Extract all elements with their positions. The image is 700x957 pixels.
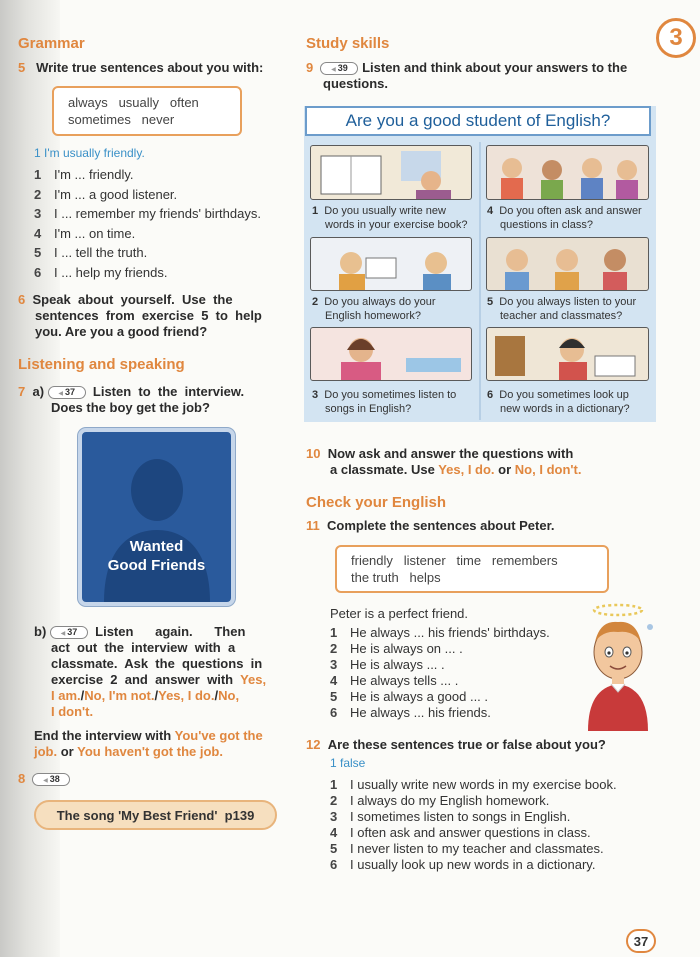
quiz-title: Are you a good student of English? — [345, 111, 611, 130]
exercise-9-number: 9 — [306, 60, 314, 75]
poster-line-1: Wanted — [129, 538, 184, 555]
word-box-line-2: sometimes never — [68, 112, 175, 127]
page-number-badge — [626, 929, 656, 953]
exercise-10-or: or — [498, 462, 512, 477]
quiz-question-6: 6 Do you sometimes look up new words in a dictionary? — [487, 389, 630, 415]
quiz-question-1: 1 Do you usually write new words in your exercise book? — [312, 205, 468, 231]
exercise-6-number: 6 — [18, 292, 26, 307]
list-item: 6 I usually look up new words in a dictionary. — [330, 857, 596, 872]
unit-number: 3 — [669, 24, 683, 51]
exercise-7b-label: b) — [34, 624, 47, 639]
exercise-5-instruction — [18, 60, 263, 76]
exercise-7a-line-2: Does the boy get the job? — [51, 400, 210, 415]
list-item: 4 I often ask and answer questions in class. — [330, 825, 591, 840]
exercise-9-line-2: questions. — [323, 76, 389, 91]
list-item: 5 He is always a good ... . — [330, 689, 489, 704]
list-item: 6 I ... help my friends. — [34, 264, 168, 280]
unit-badge — [656, 18, 696, 58]
poster-line-2: Good Friends — [107, 557, 206, 574]
list-item: 6 He always ... his friends. — [330, 705, 491, 720]
exercise-12-number: 12 — [306, 737, 321, 752]
exercise-7-number: 7 — [18, 384, 26, 399]
adverb-word-box — [52, 86, 242, 136]
exercise-7b-line-1: Listen again. Then — [95, 624, 246, 639]
quiz-question-2: 2 Do you always do your English homework? — [312, 296, 436, 322]
exercise-5-example: 1 I'm usually friendly. — [34, 146, 145, 160]
answer-yes: Yes, — [240, 672, 267, 687]
quiz-picture-6 — [486, 327, 649, 381]
quiz-picture-4 — [486, 145, 649, 200]
answer-yes-i-do: Yes, I do. — [158, 688, 215, 703]
exercise-5-text: Write true sentences about you with: — [36, 60, 264, 75]
list-item: 1 I usually write new words in my exercise book. — [330, 777, 617, 792]
answer-no-i-dont: No, I don't. — [514, 462, 582, 477]
list-item: 3 I sometimes listen to songs in English. — [330, 809, 571, 824]
exercise-8 — [18, 771, 70, 787]
exercise-7a-label: a) — [32, 384, 45, 399]
exercise-11-text: Complete the sentences about Peter. — [326, 518, 555, 533]
list-item: 2 I'm ... a good listener. — [34, 186, 178, 202]
wanted-poster — [78, 428, 235, 606]
exercise-5-number: 5 — [18, 60, 26, 75]
exercise-7a — [18, 384, 280, 416]
cd-icon[interactable]: ◀ 38 — [32, 773, 70, 786]
quiz-picture-2 — [310, 237, 472, 291]
song-box[interactable] — [34, 800, 277, 830]
answer-i-am: I am. — [51, 688, 81, 703]
list-item: 3 He is always ... . — [330, 657, 445, 672]
exercise-7b-line-3: classmate. Ask the questions in — [51, 656, 263, 671]
exercise-6-line-3: you. Are you a good friend? — [35, 324, 208, 339]
exercise-7a-line-1: Listen to the interview. — [92, 384, 245, 399]
exercise-7-end — [34, 728, 284, 760]
exercise-7b-line-2: act out the interview with a — [51, 640, 236, 655]
quiz-picture-1 — [310, 145, 472, 200]
head-silhouette-icon — [82, 432, 231, 602]
halo-icon — [594, 605, 642, 615]
grammar-heading: Grammar — [18, 35, 85, 52]
quiz-title-box — [305, 106, 651, 136]
list-item: 2 I always do my English homework. — [330, 793, 550, 808]
check-english-heading: Check your English — [306, 494, 447, 511]
list-item: 2 He is always on ... . — [330, 641, 463, 656]
exercise-7b: b) ◀ 37 Listen again. Then act out the interview with a classmate. Ask the questions in exercise 2 and answer with Yes, I am./No, I'm not./Yes, I do./No, I don't. — [34, 624, 278, 720]
exercise-6 — [18, 292, 278, 340]
peter-word-box — [335, 545, 609, 593]
quiz-question-5: 5 Do you always listen to your teacher and classmates? — [487, 296, 637, 322]
end-prefix: End the interview with — [34, 728, 172, 743]
end-or: or — [60, 744, 74, 759]
exercise-9-line-1: Listen and think about your answers to the — [362, 60, 628, 75]
exercise-5-list — [34, 165, 284, 282]
listening-heading: Listening and speaking — [18, 356, 185, 373]
exercise-11-instruction — [306, 518, 555, 534]
exercise-11-list — [330, 625, 580, 721]
peter-word-box-line-1: friendly listener time remembers — [351, 553, 558, 568]
cd-icon[interactable]: ◀ 37 — [48, 386, 86, 399]
list-item: 4 He always tells ... . — [330, 673, 459, 688]
quiz-picture-3 — [310, 327, 472, 381]
peter-illustration — [578, 596, 658, 731]
study-skills-heading: Study skills — [306, 35, 390, 52]
exercise-7b-line-4: exercise 2 and answer with — [51, 672, 234, 687]
list-item: 5 I never listen to my teacher and classmates. — [330, 841, 604, 856]
exercise-12-text: Are these sentences true or false about you? — [327, 737, 606, 752]
exercise-6-line-1: Speak about yourself. Use the — [32, 292, 233, 307]
answer-no: No, — [218, 688, 240, 703]
list-item: 4 I'm ... on time. — [34, 225, 136, 241]
exercise-10-line-2: a classmate. Use — [330, 462, 435, 477]
exercise-10 — [306, 446, 656, 478]
list-item: 3 I ... remember my friends' birthdays. — [34, 206, 261, 221]
end-phrase-1: You've got the — [174, 728, 263, 743]
exercise-12-example: 1 false — [330, 756, 366, 770]
exercise-6-line-2: sentences from exercise 5 to help — [35, 308, 262, 323]
page-number: 37 — [633, 933, 649, 949]
answer-yes-i-do: Yes, I do. — [438, 462, 495, 477]
answer-i-dont: I don't. — [51, 704, 94, 719]
exercise-12-list — [330, 777, 650, 873]
peter-intro: Peter is a perfect friend. — [330, 606, 469, 621]
exercise-11-number: 11 — [306, 518, 320, 533]
exercise-8-number: 8 — [18, 771, 26, 786]
cd-icon[interactable]: ◀ 39 — [320, 62, 358, 75]
word-box-line-1: always usually often — [68, 95, 199, 110]
decorative-dot — [647, 624, 653, 630]
end-phrase-2: You haven't got the job. — [77, 744, 223, 759]
quiz-question-4: 4 Do you often ask and answer questions in class? — [487, 205, 642, 231]
list-item: 5 I ... tell the truth. — [34, 245, 148, 260]
end-phrase-1b: job. — [34, 744, 58, 759]
exercise-12-instruction — [306, 737, 606, 753]
quiz-picture-5 — [486, 237, 649, 291]
peter-word-box-line-2: the truth helps — [351, 570, 441, 585]
exercise-10-number: 10 — [306, 446, 321, 461]
cd-icon[interactable]: ◀ 37 — [50, 626, 88, 639]
exercise-9 — [306, 60, 662, 92]
answer-no-im-not: No, I'm not. — [84, 688, 155, 703]
list-item: 1 He always ... his friends' birthdays. — [330, 625, 550, 640]
quiz-divider — [479, 142, 481, 420]
list-item: 1 I'm ... friendly. — [34, 167, 134, 182]
song-label: The song 'My Best Friend' p139 — [56, 807, 255, 823]
exercise-10-line-1: Now ask and answer the questions with — [327, 446, 574, 461]
quiz-question-3: 3 Do you sometimes listen to songs in English? — [312, 389, 457, 415]
